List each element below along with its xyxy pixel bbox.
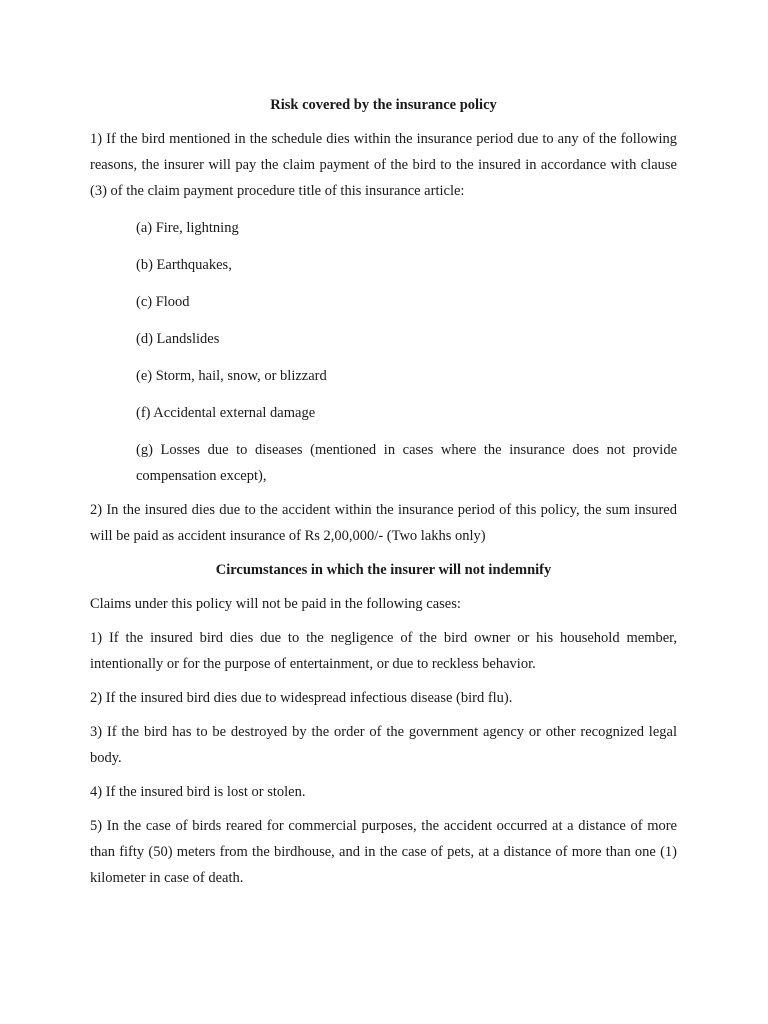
risk-item-e: (e) Storm, hail, snow, or blizzard <box>136 368 327 384</box>
exclusion-item-2: 2) If the insured bird dies due to widespread infectious disease (bird flu). <box>90 690 513 706</box>
exclusions-heading: Circumstances in which the insurer will not indemnify <box>215 562 552 578</box>
exclusion-item-5: 5) In the case of birds reared for commercial purposes, the accident occurred at a distance of more than fifty (50) meters from the birdhouse, and in the case of pets, at a distance of more than one (1) kilometer in case of death. <box>90 818 677 886</box>
risk-item-d: (d) Landslides <box>136 331 220 347</box>
risk-item-a: (a) Fire, lightning <box>136 220 239 236</box>
clause-1-paragraph: 1) If the bird mentioned in the schedule dies within the insurance period due to any of the following reasons, the insurer will pay the claim payment of the bird to the insured in accordance with clause (3) of the claim payment procedure title of this insurance article: <box>90 131 677 199</box>
exclusions-intro: Claims under this policy will not be paid in the following cases: <box>90 596 461 612</box>
risk-item-g: (g) Losses due to diseases (mentioned in cases where the insurance does not provide compensation except), <box>136 442 677 484</box>
exclusion-item-3: 3) If the bird has to be destroyed by the order of the government agency or other recognized legal body. <box>90 724 677 766</box>
exclusion-item-4: 4) If the insured bird is lost or stolen. <box>90 784 306 800</box>
risk-covered-heading: Risk covered by the insurance policy <box>270 97 497 113</box>
clause-2-paragraph: 2) In the insured dies due to the accident within the insurance period of this policy, the sum insured will be paid as accident insurance of Rs 2,00,000/- (Two lakhs only) <box>90 502 677 544</box>
risk-item-f: (f) Accidental external damage <box>136 405 316 421</box>
risk-item-b: (b) Earthquakes, <box>136 257 232 273</box>
document-page <box>90 92 677 891</box>
risk-item-c: (c) Flood <box>136 294 190 310</box>
exclusion-item-1: 1) If the insured bird dies due to the negligence of the bird owner or his household member, intentionally or for the purpose of entertainment, or due to reckless behavior. <box>90 630 677 672</box>
